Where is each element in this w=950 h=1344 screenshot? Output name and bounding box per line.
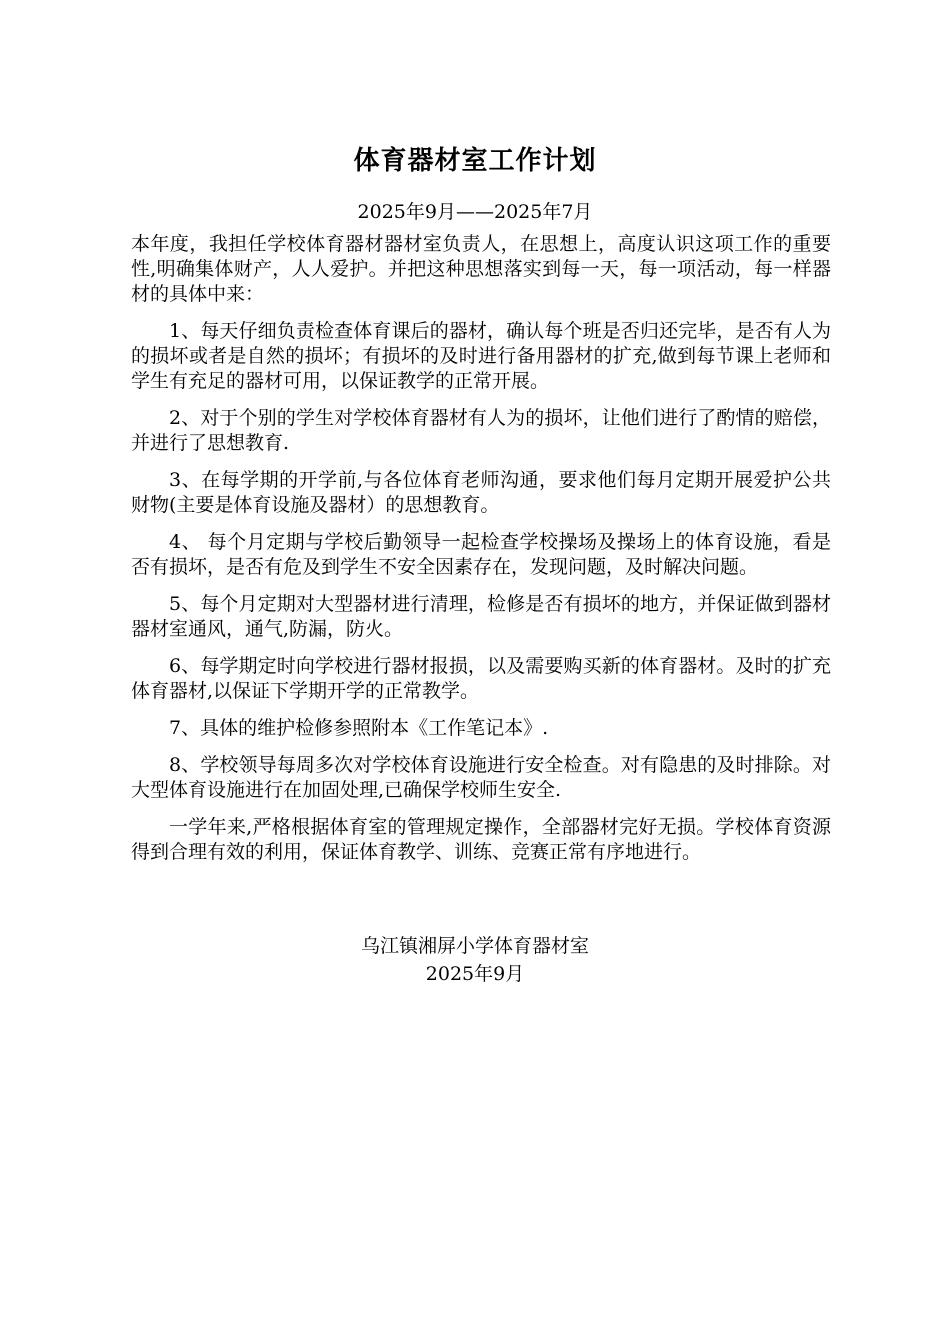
item-paragraph-5: 5、每个月定期对大型器材进行清理，检修是否有损坏的地方，并保证做到器材器材室通风，通气,防漏，防火。 <box>131 593 831 640</box>
document-body <box>131 232 831 877</box>
document-title: 体育器材室工作计划 <box>353 146 597 176</box>
item-paragraph-8: 8、学校领导每周多次对学校体育设施进行安全检查。对有隐患的及时排除。对大型体育设施进行在加固处理,已确保学校师生安全. <box>131 754 831 801</box>
item-paragraph-4: 4、 每个月定期与学校后勤领导一起检查学校操场及操场上的体育设施，看是否有损坏，是否有危及到学生不安全因素存在，发现问题，及时解决问题。 <box>131 531 831 578</box>
item-paragraph-6: 6、每学期定时向学校进行器材报损，以及需要购买新的体育器材。及时的扩充体育器材,以保证下学期开学的正常教学。 <box>131 655 831 702</box>
document-period: 2025年9月——2025年7月 <box>357 201 593 223</box>
item-paragraph-3: 3、在每学期的开学前,与各位体育老师沟通，要求他们每月定期开展爱护公共财物(主要是体育设施及器材）的思想教育。 <box>131 469 831 516</box>
item-paragraph-7: 7、具体的维护检修参照附本《工作笔记本》. <box>169 717 549 739</box>
item-paragraph-1: 1、每天仔细负责检查体育课后的器材，确认每个班是否归还完毕，是否有人为的损坏或者是自然的损坏；有损坏的及时进行备用器材的扩充,做到每节课上老师和学生有充足的器材可用，以保证教学的正常开展。 <box>131 320 831 392</box>
summary-paragraph: 一学年来,严格根据体育室的管理规定操作，全部器材完好无损。学校体育资源得到合理有效的利用，保证体育教学、训练、竞赛正常有序地进行。 <box>131 816 831 863</box>
signature-organization: 乌江镇湘屏小学体育器材室 <box>360 935 589 957</box>
signature-block <box>0 932 950 988</box>
item-paragraph-2: 2、对于个别的学生对学校体育器材有人为的损坏，让他们进行了酌情的赔偿，并进行了思想教育. <box>131 407 831 454</box>
intro-paragraph: 本年度，我担任学校体育器材器材室负责人，在思想上，高度认识这项工作的重要性,明确集体财产，人人爱护。并把这种思想落实到每一天，每一项活动，每一样器材的具体中来： <box>131 233 831 305</box>
signature-date: 2025年9月 <box>425 963 525 985</box>
